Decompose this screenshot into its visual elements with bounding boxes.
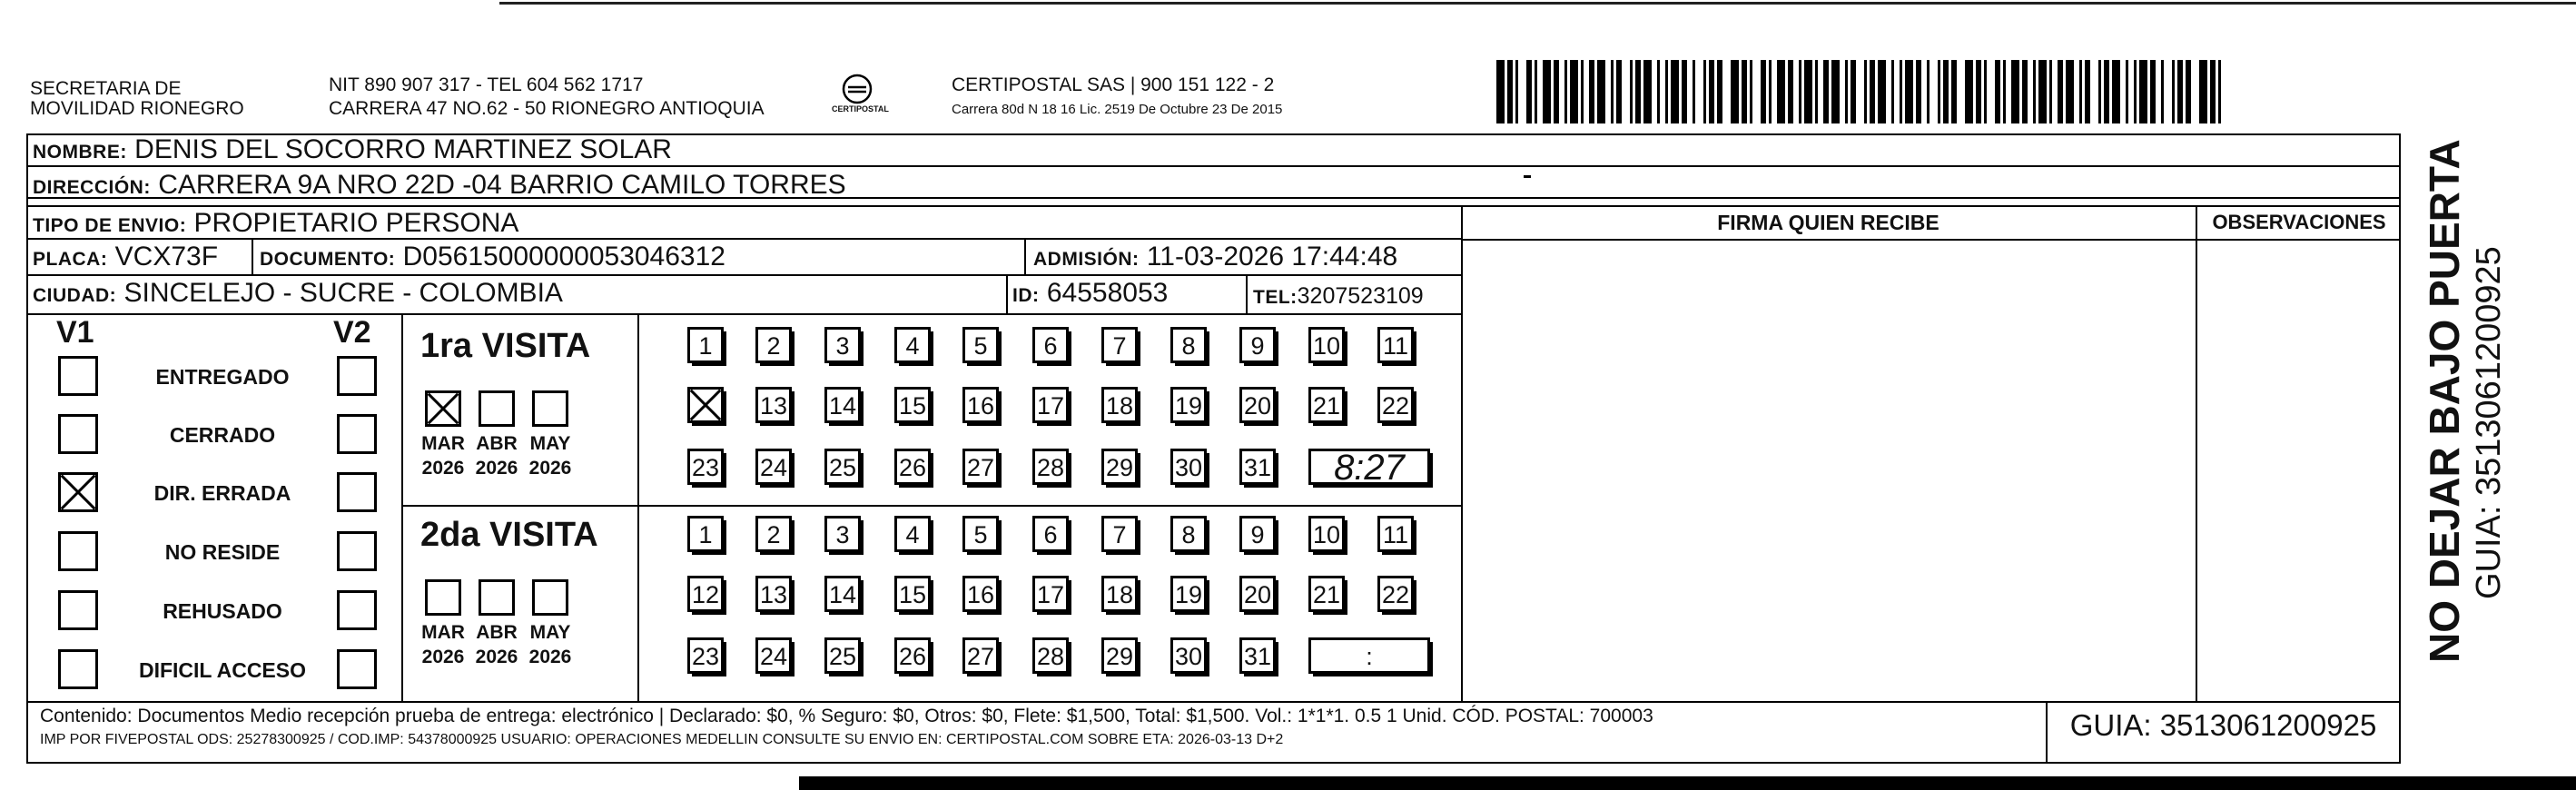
day-box-0-14[interactable]: 14 xyxy=(824,387,861,423)
day-box-1-2[interactable]: 2 xyxy=(755,516,792,552)
day-box-0-21[interactable]: 21 xyxy=(1308,387,1345,423)
day-box-0-25[interactable]: 25 xyxy=(824,449,861,485)
visit-title-0: 1ra VISITA xyxy=(420,327,591,365)
footer-guia: GUIA: 3513061200925 xyxy=(2069,708,2377,742)
status-label-0: ENTREGADO xyxy=(155,365,290,389)
day-box-0-2[interactable]: 2 xyxy=(755,327,792,363)
day-box-0-22[interactable]: 22 xyxy=(1377,387,1414,423)
day-box-1-14[interactable]: 14 xyxy=(824,576,861,612)
day-box-1-13[interactable]: 13 xyxy=(755,576,792,612)
day-box-0-3[interactable]: 3 xyxy=(824,327,861,363)
day-box-0-26[interactable]: 26 xyxy=(894,449,931,485)
day-box-1-4[interactable]: 4 xyxy=(894,516,931,552)
firma-column-header: FIRMA QUIEN RECIBE xyxy=(1717,211,1939,234)
day-box-0-10[interactable]: 10 xyxy=(1308,327,1345,363)
year-label-1-0: 2026 xyxy=(421,647,465,667)
day-box-1-9[interactable]: 9 xyxy=(1239,516,1276,552)
day-box-0-7[interactable]: 7 xyxy=(1101,327,1138,363)
day-box-1-18[interactable]: 18 xyxy=(1101,576,1138,612)
month-box-0-2[interactable] xyxy=(532,390,568,427)
observaciones-column-header: OBSERVACIONES xyxy=(2212,211,2386,233)
day-box-0-4[interactable]: 4 xyxy=(894,327,931,363)
direccion-label: DIRECCIÓN: xyxy=(33,177,151,198)
month-box-1-0[interactable] xyxy=(425,579,461,616)
id-label: ID: xyxy=(1012,285,1040,306)
id-value: 64558053 xyxy=(1046,278,1169,308)
day-box-1-26[interactable]: 26 xyxy=(894,637,931,674)
day-box-1-24[interactable]: 24 xyxy=(755,637,792,674)
nombre-field xyxy=(33,134,672,168)
v2-checkbox-4[interactable] xyxy=(337,590,377,630)
day-box-0-9[interactable]: 9 xyxy=(1239,327,1276,363)
id-field xyxy=(1012,278,1168,311)
admision-field xyxy=(1033,242,1397,275)
day-box-1-29[interactable]: 29 xyxy=(1101,637,1138,674)
signature-mark xyxy=(1524,175,1531,178)
admision-label: ADMISIÓN: xyxy=(1033,249,1140,270)
v2-checkbox-2[interactable] xyxy=(337,472,377,512)
v1-checkbox-0[interactable] xyxy=(58,356,98,396)
sender-line-1: SECRETARIA DE xyxy=(30,78,182,99)
status-label-1: CERRADO xyxy=(169,423,276,447)
month-box-1-1[interactable] xyxy=(479,579,515,616)
year-label-0-1: 2026 xyxy=(475,458,518,479)
v2-label: V2 xyxy=(333,315,371,350)
sender-line-2: MOVILIDAD RIONEGRO xyxy=(30,98,244,119)
side-warning: NO DEJAR BAJO PUERTA xyxy=(2421,139,2468,663)
time-box-1[interactable]: : xyxy=(1308,637,1430,674)
day-box-1-30[interactable]: 30 xyxy=(1170,637,1207,674)
footer-line-2: IMP POR FIVEPOSTAL ODS: 25278300925 / COD.IMP: 54378000925 USUARIO: OPERACIONES MEDELLIN CONSULTE SU ENVIO EN: CERTIPOSTAL.COM SOBRE ETA: 2026-03-13 D+2 xyxy=(40,732,1284,747)
status-label-2: DIR. ERRADA xyxy=(153,481,291,505)
year-label-1-2: 2026 xyxy=(528,647,572,667)
day-box-0-30[interactable]: 30 xyxy=(1170,449,1207,485)
day-box-1-22[interactable]: 22 xyxy=(1377,576,1414,612)
admision-value: 11-03-2026 17:44:48 xyxy=(1146,242,1398,272)
status-label-4: REHUSADO xyxy=(163,599,282,623)
tel-field xyxy=(1253,281,1424,313)
year-label-0-0: 2026 xyxy=(421,458,465,479)
ciudad-field xyxy=(33,278,563,311)
tel-label: TEL: xyxy=(1253,287,1298,308)
day-box-1-27[interactable]: 27 xyxy=(962,637,999,674)
tel-value: 3207523109 xyxy=(1297,283,1424,309)
nit-line-1: NIT 890 907 317 - TEL 604 562 1717 xyxy=(329,74,644,95)
day-box-0-8[interactable]: 8 xyxy=(1170,327,1207,363)
day-box-0-29[interactable]: 29 xyxy=(1101,449,1138,485)
day-box-0-18[interactable]: 18 xyxy=(1101,387,1138,423)
v2-checkbox-1[interactable] xyxy=(337,414,377,454)
visit-title-1: 2da VISITA xyxy=(420,516,598,554)
day-box-0-11[interactable]: 11 xyxy=(1377,327,1414,363)
day-box-1-20[interactable]: 20 xyxy=(1239,576,1276,612)
direccion-value: CARRERA 9A NRO 22D -04 BARRIO CAMILO TORRES xyxy=(158,170,846,200)
side-guia: GUIA: 3513061200925 xyxy=(2470,246,2508,599)
day-box-0-15[interactable]: 15 xyxy=(894,387,931,423)
month-label-0-2: MAY xyxy=(529,433,571,454)
documento-value: D05615000000053046312 xyxy=(402,242,725,272)
day-box-0-28[interactable]: 28 xyxy=(1032,449,1069,485)
day-box-0-1[interactable]: 1 xyxy=(687,327,724,363)
day-box-0-27[interactable]: 27 xyxy=(962,449,999,485)
v1-checkbox-4[interactable] xyxy=(58,590,98,630)
year-label-1-1: 2026 xyxy=(475,647,518,667)
day-box-1-31[interactable]: 31 xyxy=(1239,637,1276,674)
day-box-1-12[interactable]: 12 xyxy=(687,576,724,612)
day-box-1-7[interactable]: 7 xyxy=(1101,516,1138,552)
certipostal-logo xyxy=(832,71,889,118)
day-box-0-12[interactable] xyxy=(687,387,724,423)
v2-checkbox-5[interactable] xyxy=(337,649,377,689)
day-box-0-17[interactable]: 17 xyxy=(1032,387,1069,423)
tipo-envio-label: TIPO DE ENVIO: xyxy=(33,215,187,236)
bottom-border-line xyxy=(799,776,2576,790)
nit-line-2: CARRERA 47 NO.62 - 50 RIONEGRO ANTIOQUIA xyxy=(329,98,765,119)
nombre-label: NOMBRE: xyxy=(33,142,127,163)
day-box-1-15[interactable]: 15 xyxy=(894,576,931,612)
placa-value: VCX73F xyxy=(114,242,219,272)
month-box-1-2[interactable] xyxy=(532,579,568,616)
ciudad-value: SINCELEJO - SUCRE - COLOMBIA xyxy=(123,278,563,308)
carrier-line-2: Carrera 80d N 18 16 Lic. 2519 De Octubre 23 De 2015 xyxy=(952,102,1283,117)
day-box-0-5[interactable]: 5 xyxy=(962,327,999,363)
direccion-field xyxy=(33,170,846,203)
month-box-0-1[interactable] xyxy=(479,390,515,427)
tipo-envio-field xyxy=(33,208,518,242)
day-box-1-21[interactable]: 21 xyxy=(1308,576,1345,612)
status-label-5: DIFICIL ACCESO xyxy=(138,658,306,682)
day-box-1-5[interactable]: 5 xyxy=(962,516,999,552)
v2-checkbox-0[interactable] xyxy=(337,356,377,396)
v2-checkbox-3[interactable] xyxy=(337,531,377,571)
day-box-1-16[interactable]: 16 xyxy=(962,576,999,612)
status-label-3: NO RESIDE xyxy=(164,540,281,564)
documento-label: DOCUMENTO: xyxy=(260,249,396,270)
day-box-1-23[interactable]: 23 xyxy=(687,637,724,674)
footer-line-1: Contenido: Documentos Medio recepción prueba de entrega: electrónico | Declarado: $0, % Seguro: $0, Otros: $0, Flete: $1,500, Total: $1,500. Vol.: 1*1*1. 0.5 1 Unid. CÓD. POSTAL: 700003 xyxy=(40,706,1653,726)
carrier-line-1: CERTIPOSTAL SAS | 900 151 122 - 2 xyxy=(952,74,1275,95)
top-border-line xyxy=(499,2,2576,5)
month-box-0-0[interactable] xyxy=(425,390,461,427)
day-box-0-6[interactable]: 6 xyxy=(1032,327,1069,363)
nombre-value: DENIS DEL SOCORRO MARTINEZ SOLAR xyxy=(134,134,672,164)
ciudad-label: CIUDAD: xyxy=(33,285,117,306)
placa-label: PLACA: xyxy=(33,249,108,270)
day-box-0-13[interactable]: 13 xyxy=(755,387,792,423)
barcode xyxy=(1496,60,2223,123)
month-label-1-0: MAR xyxy=(421,622,465,643)
v1-checkbox-2[interactable] xyxy=(58,472,98,512)
year-label-0-2: 2026 xyxy=(528,458,572,479)
time-box-0[interactable]: 8:27 xyxy=(1308,449,1430,485)
month-label-0-0: MAR xyxy=(421,433,465,454)
day-box-0-31[interactable]: 31 xyxy=(1239,449,1276,485)
day-box-1-3[interactable]: 3 xyxy=(824,516,861,552)
day-box-1-17[interactable]: 17 xyxy=(1032,576,1069,612)
v1-checkbox-1[interactable] xyxy=(58,414,98,454)
month-label-1-2: MAY xyxy=(529,622,571,643)
day-box-0-20[interactable]: 20 xyxy=(1239,387,1276,423)
day-box-0-19[interactable]: 19 xyxy=(1170,387,1207,423)
day-box-1-25[interactable]: 25 xyxy=(824,637,861,674)
day-box-1-6[interactable]: 6 xyxy=(1032,516,1069,552)
day-box-0-24[interactable]: 24 xyxy=(755,449,792,485)
day-box-1-1[interactable]: 1 xyxy=(687,516,724,552)
tipo-envio-value: PROPIETARIO PERSONA xyxy=(193,208,519,238)
day-box-1-28[interactable]: 28 xyxy=(1032,637,1069,674)
logo-text: CERTIPOSTAL xyxy=(832,104,889,114)
v1-checkbox-3[interactable] xyxy=(58,531,98,571)
month-label-0-1: ABR xyxy=(476,433,518,454)
day-box-1-11[interactable]: 11 xyxy=(1377,516,1414,552)
month-label-1-1: ABR xyxy=(476,622,518,643)
placa-field xyxy=(33,242,218,275)
day-box-1-8[interactable]: 8 xyxy=(1170,516,1207,552)
day-box-0-16[interactable]: 16 xyxy=(962,387,999,423)
documento-field xyxy=(260,242,725,275)
v1-label: V1 xyxy=(56,315,94,350)
v1-checkbox-5[interactable] xyxy=(58,649,98,689)
day-box-1-19[interactable]: 19 xyxy=(1170,576,1207,612)
day-box-1-10[interactable]: 10 xyxy=(1308,516,1345,552)
day-box-0-23[interactable]: 23 xyxy=(687,449,724,485)
